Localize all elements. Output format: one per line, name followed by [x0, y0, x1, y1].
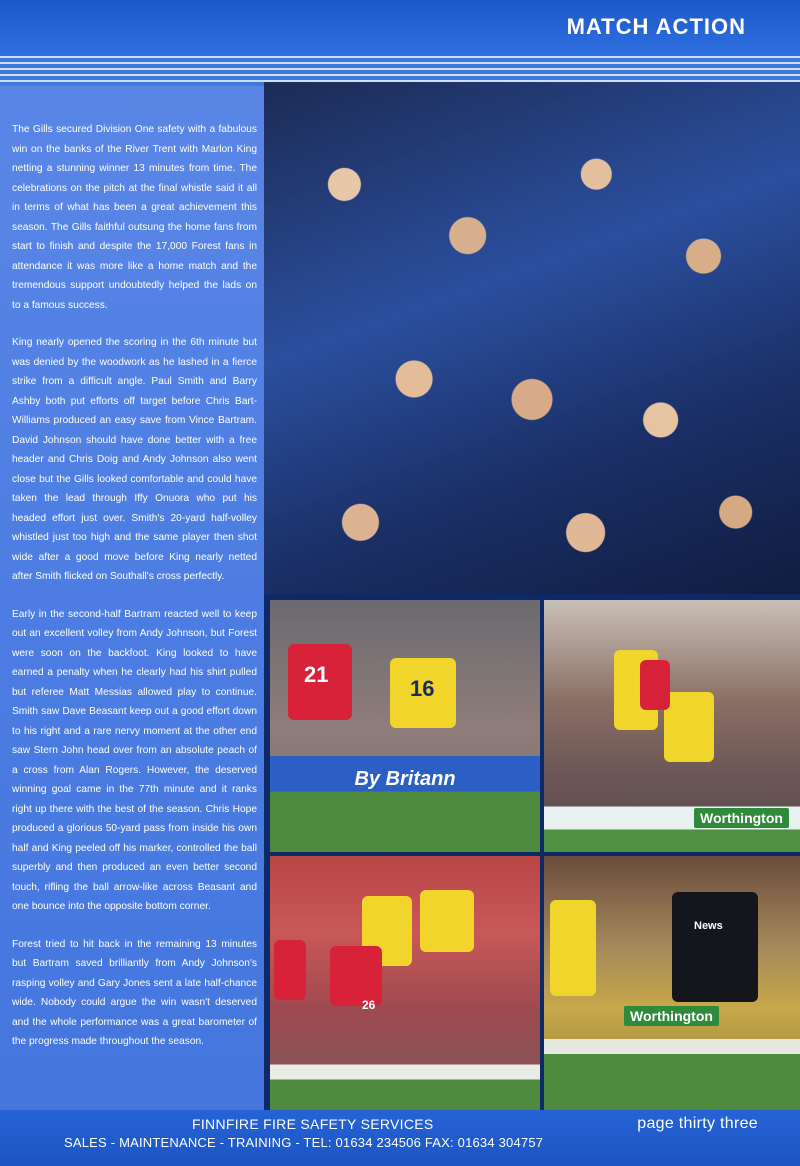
match-action-photo-3	[270, 856, 540, 1110]
shirt-number: 16	[410, 676, 435, 701]
photo-collage	[264, 82, 800, 1110]
article-text	[12, 120, 257, 1070]
yellow-player	[550, 900, 596, 996]
header-bar	[0, 0, 800, 56]
article-paragraph-4: Forest tried to hit back in the remaining 13 minutes but Bartram saved brilliantly from Andy Johnson's rasping volley and Gary Jones sent a late half-chance wide. Nobody could argue the win wasn't deserved and the whole performance was a great barometer of the progress made throughout the season.	[12, 938, 257, 1047]
article-paragraph-1: The Gills secured Division One safety with a fabulous win on the banks of the River Trent with Marlon King netting a stunning winner 13 minutes from time. The celebrations on the pitch at the final whistle said it all in terms of what has been a great achievement this season. The Gills faithful outsung the home fans from start to finish and despite the 17,000 Forest fans in attendance it was more like a home match and the tremendous support undoubtedly helped the lads on to a famous success.	[12, 124, 257, 311]
red-player	[330, 946, 382, 1006]
red-player	[274, 940, 306, 1000]
red-player	[640, 660, 670, 710]
match-action-photo-1	[270, 600, 540, 852]
celebration-photo	[544, 856, 800, 1110]
section-title: MATCH ACTION	[566, 14, 746, 39]
shirt-sponsor: News	[694, 920, 723, 932]
match-action-photo-2	[544, 600, 800, 852]
steward	[672, 892, 758, 1002]
shirt-number: 26	[362, 998, 376, 1012]
sponsor-contact: SALES - MAINTENANCE - TRAINING - TEL: 01634 234506 FAX: 01634 304757	[64, 1135, 544, 1150]
advertising-banner: By Britann	[354, 768, 456, 790]
page-number: page thirty three	[637, 1115, 758, 1132]
sponsor-name: FINNFIRE FIRE SAFETY SERVICES	[192, 1116, 434, 1132]
advertising-board: Worthington	[624, 1006, 719, 1026]
crowd-celebration-photo	[264, 82, 800, 594]
footer-bar	[0, 1110, 800, 1166]
article-paragraph-2: King nearly opened the scoring in the 6th minute but was denied by the woodwork as he lashed in a fierce strike from a difficult angle. Paul Smith and Barry Ashby both put efforts off target before Chris Bart-Williams produced an easy save from Vince Bartram. David Johnson should have done better with a free header and Chris Doig and Andy Johnson also went close but the Gills looked comfortable and could have taken the lead through Iffy Onuora who put his headed effort just over. Smith's 20-yard half-volley whistled just too high and the same player then shot wide after a good move before King nearly netted after Smith flicked on Southall's cross perfectly.	[12, 337, 257, 582]
article-paragraph-3: Early in the second-half Bartram reacted well to keep out an excellent volley from Andy Johnson, but Forest were soon on the backfoot. King looked to have earned a penalty when he clearly had his shirt pulled but referee Matt Messias allowed play to continue. Smith saw Dave Beasant keep out a good effort down to his right and a rare nervy moment at the other end saw Stern John head over from an absolute peach of a cross from Alan Rogers. However, the deserved winning goal came in the 77th minute and it ranks right up there with the best of the season. Chris Hope produced a glorious 50-yard pass from inside his own half and King peeled off his marker, controlled the ball superbly and then produced an even better second touch, rifling the ball arrow-like across Beasant and one bounce into the opposite bottom corner.	[12, 608, 257, 912]
yellow-player	[420, 890, 474, 952]
yellow-player	[664, 692, 714, 762]
article-column	[0, 86, 270, 1110]
advertising-board: Worthington	[694, 808, 789, 828]
shirt-number: 21	[304, 662, 329, 687]
